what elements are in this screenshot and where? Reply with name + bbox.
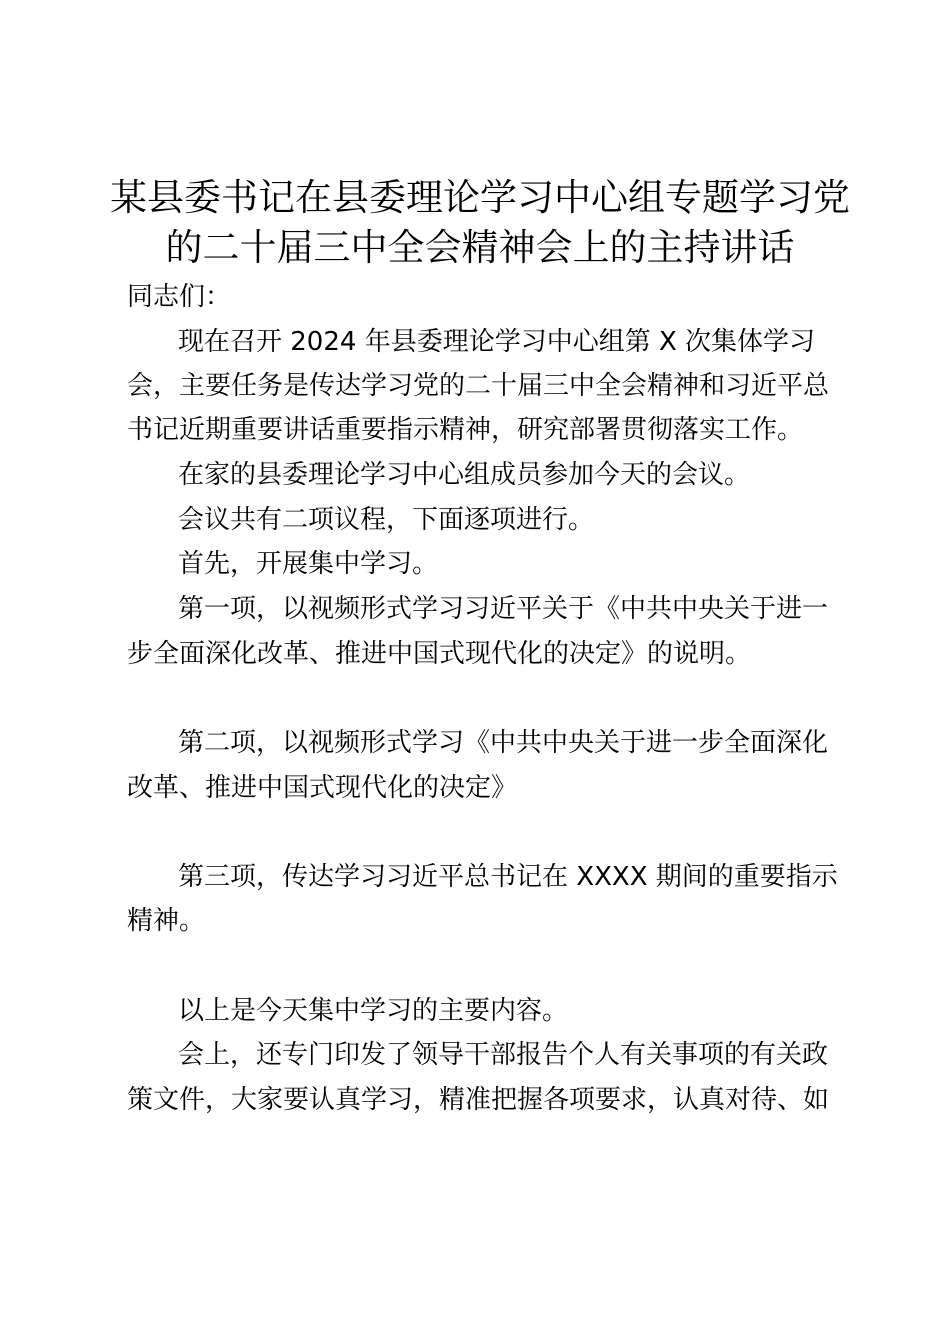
document-title-line-2: 的二十届三中全会精神会上的主持讲话 [165, 226, 795, 269]
body-line: 现在召开 2024 年县委理论学习中心组第 X 次集体学习 [178, 327, 816, 357]
salutation: 同志们： [127, 282, 232, 312]
body-line: 以上是今天集中学习的主要内容。 [178, 996, 569, 1026]
document-title-line-1: 某县委书记在县委理论学习中心组专题学习党 [110, 176, 850, 219]
body-line: 首先，开展集中学习。 [178, 549, 439, 579]
body-line: 第三项，传达学习习近平总书记在 XXXX 期间的重要指示 [178, 862, 838, 892]
body-line: 书记近期重要讲话重要指示精神，研究部署贯彻落实工作。 [127, 415, 804, 445]
body-line: 精神。 [127, 906, 206, 936]
body-line: 改革、推进中国式现代化的决定》 [127, 773, 518, 803]
body-line: 会，主要任务是传达学习党的二十届三中全会精神和习近平总 [127, 371, 830, 401]
body-line: 第一项，以视频形式学习习近平关于《中共中央关于进一 [178, 594, 829, 624]
body-line: 步全面深化改革、推进中国式现代化的决定》的说明。 [127, 639, 752, 669]
body-line: 会上，还专门印发了领导干部报告个人有关事项的有关政 [178, 1040, 829, 1070]
body-line: 第二项，以视频形式学习《中共中央关于进一步全面深化 [178, 728, 829, 758]
body-line: 在家的县委理论学习中心组成员参加今天的会议。 [178, 460, 751, 490]
body-line: 会议共有二项议程，下面逐项进行。 [178, 505, 595, 535]
body-line: 策文件，大家要认真学习，精准把握各项要求，认真对待、如 [127, 1085, 830, 1115]
